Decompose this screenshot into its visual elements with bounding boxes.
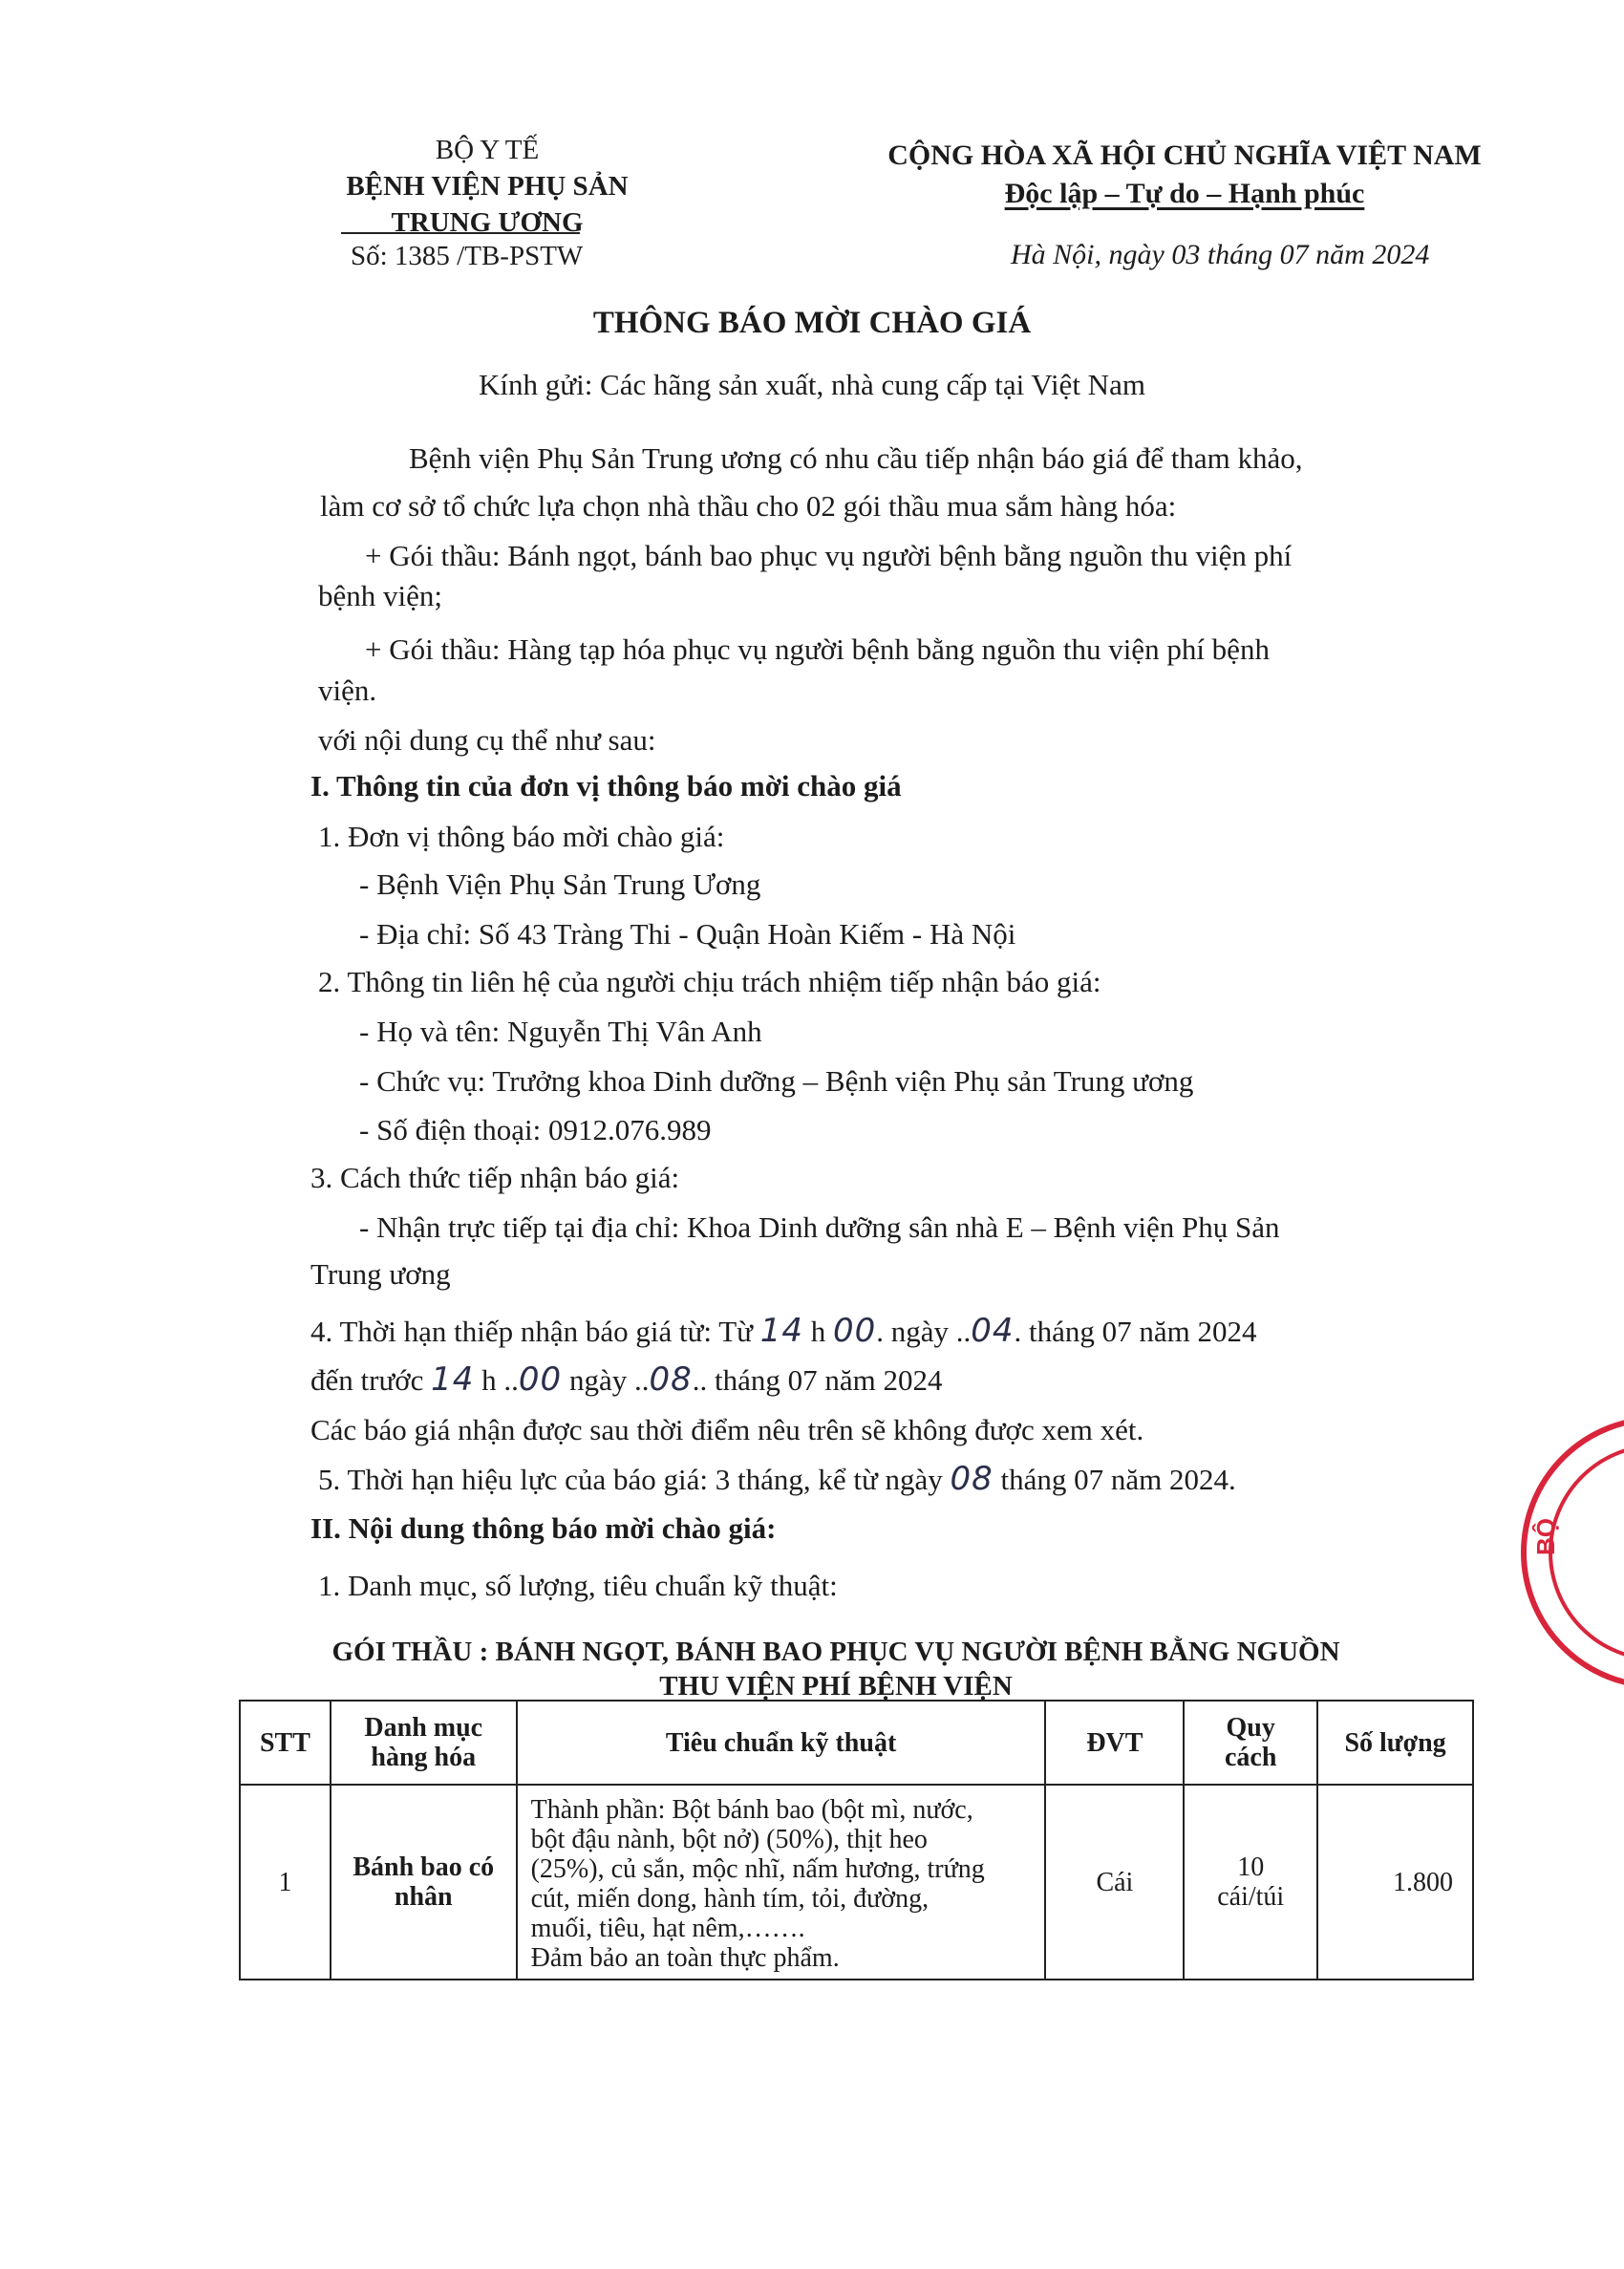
start-minute-handwritten: 00 bbox=[833, 1312, 877, 1350]
table-title bbox=[229, 1635, 1442, 1703]
contact-phone: - Số điện thoại: 0912.076.989 bbox=[359, 1113, 712, 1146]
content-intro: với nội dung cụ thể như sau: bbox=[318, 723, 656, 757]
col-header-pack-line-2: cách bbox=[1225, 1743, 1277, 1772]
end-hour-label: h bbox=[481, 1363, 497, 1397]
package-1-line-1: + Gói thầu: Bánh ngọt, bánh bao phục vụ người bệnh bằng nguồn thu viện phí bbox=[365, 539, 1293, 572]
cell-pack-line-2: cái/túi bbox=[1217, 1882, 1285, 1912]
section-1-heading: I. Thông tin của đơn vị thông báo mời chào giá bbox=[310, 769, 902, 803]
national-motto: Độc lập – Tự do – Hạnh phúc bbox=[1004, 178, 1365, 209]
day-label: ngày bbox=[890, 1315, 950, 1348]
spec-line: Đảm bảo an toàn thực phẩm. bbox=[530, 1943, 840, 1973]
col-header-item-line-1: Danh mục bbox=[364, 1713, 483, 1743]
national-heading bbox=[755, 137, 1614, 213]
package-2-line-1: + Gói thầu: Hàng tạp hóa phục vụ người bệnh bằng nguồn thu viện phí bệnh bbox=[365, 632, 1270, 666]
cell-stt: 1 bbox=[240, 1785, 331, 1980]
col-header-qty: Số lượng bbox=[1317, 1701, 1473, 1785]
cell-qty: 1.800 bbox=[1317, 1785, 1473, 1980]
items-table bbox=[239, 1700, 1474, 1980]
cell-item-name-line-1: Bánh bao có bbox=[353, 1852, 495, 1882]
spec-line: bột đậu nành, bột nở) (50%), thịt heo bbox=[530, 1825, 928, 1854]
end-suffix: tháng 07 năm 2024 bbox=[714, 1363, 943, 1397]
stamp-text: BỘ bbox=[1531, 1518, 1560, 1555]
col-header-pack-line-1: Quy bbox=[1226, 1713, 1275, 1743]
intro-line-2: làm cơ sở tổ chức lựa chọn nhà thầu cho 02 gói thầu mua sắm hàng hóa: bbox=[320, 489, 1177, 523]
late-quote-note: Các báo giá nhận được sau thời điểm nêu trên sẽ không được xem xét. bbox=[310, 1413, 1144, 1446]
hour-label: h bbox=[810, 1315, 826, 1348]
start-hour-handwritten: 14 bbox=[759, 1312, 803, 1350]
cell-pack bbox=[1184, 1785, 1317, 1980]
package-1-line-2: bệnh viện; bbox=[318, 579, 442, 612]
spec-line: (25%), củ sắn, mộc nhĩ, nấm hương, trứng bbox=[530, 1854, 985, 1884]
contact-name: - Họ và tên: Nguyễn Thị Vân Anh bbox=[359, 1015, 762, 1048]
table-header-row bbox=[240, 1701, 1473, 1785]
section-1-item-2: 2. Thông tin liên hệ của người chịu trách nhiệm tiếp nhận báo giá: bbox=[318, 965, 1101, 998]
unit-name: - Bệnh Viện Phụ Sản Trung Ương bbox=[359, 867, 761, 901]
end-hour-handwritten: 14 bbox=[431, 1360, 475, 1399]
salutation: Kính gửi: Các hãng sản xuất, nhà cung cấp tại Việt Nam bbox=[479, 368, 1145, 401]
start-day-handwritten: 04 bbox=[971, 1312, 1015, 1350]
item-5-suffix: tháng 07 năm 2024. bbox=[1000, 1463, 1236, 1496]
section-2-heading: II. Nội dung thông báo mời chào giá: bbox=[310, 1511, 777, 1545]
spec-line: Thành phần: Bột bánh bao (bột mì, nước, bbox=[530, 1795, 973, 1825]
section-1-item-3: 3. Cách thức tiếp nhận báo giá: bbox=[310, 1161, 680, 1194]
section-1-item-1: 1. Đơn vị thông báo mời chào giá: bbox=[318, 820, 725, 853]
section-1-item-4-line-2: đến trước 14 h ..00 ngày ..08.. tháng 07 năm 2024 bbox=[310, 1360, 943, 1399]
validity-day-handwritten: 08 bbox=[950, 1460, 994, 1498]
receive-method-line-2: Trung ương bbox=[310, 1257, 451, 1291]
cell-spec bbox=[517, 1785, 1046, 1980]
col-header-spec: Tiêu chuẩn kỹ thuật bbox=[517, 1701, 1046, 1785]
end-prefix: đến trước bbox=[310, 1363, 424, 1397]
contact-position: - Chức vụ: Trưởng khoa Dinh dưỡng – Bệnh viện Phụ sản Trung ương bbox=[359, 1064, 1194, 1098]
col-header-stt: STT bbox=[240, 1701, 331, 1785]
document-date: Hà Nội, ngày 03 tháng 07 năm 2024 bbox=[1011, 239, 1430, 270]
intro-line-1: Bệnh viện Phụ Sản Trung ương có nhu cầu tiếp nhận báo giá để tham khảo, bbox=[409, 441, 1303, 475]
section-1-item-4-line-1: 4. Thời hạn thiếp nhận báo giá từ: Từ 14 h 00. ngày ..04. tháng 07 năm 2024 bbox=[310, 1312, 1257, 1350]
ministry-name: BỘ Y TẾ bbox=[435, 135, 540, 165]
start-suffix: tháng 07 năm 2024 bbox=[1029, 1315, 1257, 1348]
table-title-line-1: GÓI THẦU : BÁNH NGỌT, BÁNH BAO PHỤC VỤ NGƯỜI BỆNH BẰNG NGUỒN bbox=[331, 1637, 1340, 1667]
col-header-unit: ĐVT bbox=[1045, 1701, 1184, 1785]
section-2-item-1: 1. Danh mục, số lượng, tiêu chuẩn kỹ thuật: bbox=[318, 1569, 838, 1602]
cell-item-name-line-2: nhân bbox=[394, 1882, 453, 1912]
package-2-line-2: viện. bbox=[318, 674, 377, 707]
end-minute-handwritten: 00 bbox=[518, 1360, 563, 1399]
stamp-inner-ring bbox=[1550, 1445, 1624, 1659]
col-header-item bbox=[331, 1701, 517, 1785]
item-4-prefix: 4. Thời hạn thiếp nhận báo giá từ: Từ bbox=[310, 1315, 753, 1348]
cell-item-name bbox=[331, 1785, 517, 1980]
document-title: THÔNG BÁO MỜI CHÀO GIÁ bbox=[592, 306, 1032, 340]
issuer-underline bbox=[341, 232, 580, 234]
cell-unit: Cái bbox=[1045, 1785, 1184, 1980]
unit-address: - Địa chỉ: Số 43 Tràng Thi - Quận Hoàn Kiếm - Hà Nội bbox=[359, 917, 1016, 951]
spec-line: muối, tiêu, hạt nêm,……. bbox=[530, 1914, 805, 1943]
end-day-label: ngày bbox=[568, 1363, 628, 1397]
end-day-handwritten: 08 bbox=[649, 1360, 693, 1399]
issuer-block bbox=[287, 132, 688, 241]
cell-pack-line-1: 10 bbox=[1237, 1852, 1265, 1882]
receive-method-line-1: - Nhận trực tiếp tại địa chỉ: Khoa Dinh dưỡng sân nhà E – Bệnh viện Phụ Sản bbox=[359, 1210, 1280, 1244]
document-number: Số: 1385 /TB-PSTW bbox=[351, 241, 584, 271]
table-title-line-2: THU VIỆN PHÍ BỆNH VIỆN bbox=[659, 1671, 1013, 1702]
table-row bbox=[240, 1785, 1473, 1980]
item-5-prefix: 5. Thời hạn hiệu lực của báo giá: 3 tháng, kể từ ngày bbox=[318, 1463, 943, 1496]
republic-name: CỘNG HÒA XÃ HỘI CHỦ NGHĨA VIỆT NAM bbox=[887, 139, 1482, 171]
col-header-item-line-2: hàng hóa bbox=[371, 1743, 477, 1772]
spec-line: cút, miến dong, hành tím, tỏi, đường, bbox=[530, 1884, 930, 1914]
official-stamp bbox=[1514, 1414, 1624, 1691]
hospital-name-line2: TRUNG ƯƠNG bbox=[391, 207, 584, 238]
section-1-item-5 bbox=[318, 1460, 1236, 1499]
col-header-pack bbox=[1184, 1701, 1317, 1785]
hospital-name-line1: BỆNH VIỆN PHỤ SẢN bbox=[346, 171, 629, 202]
